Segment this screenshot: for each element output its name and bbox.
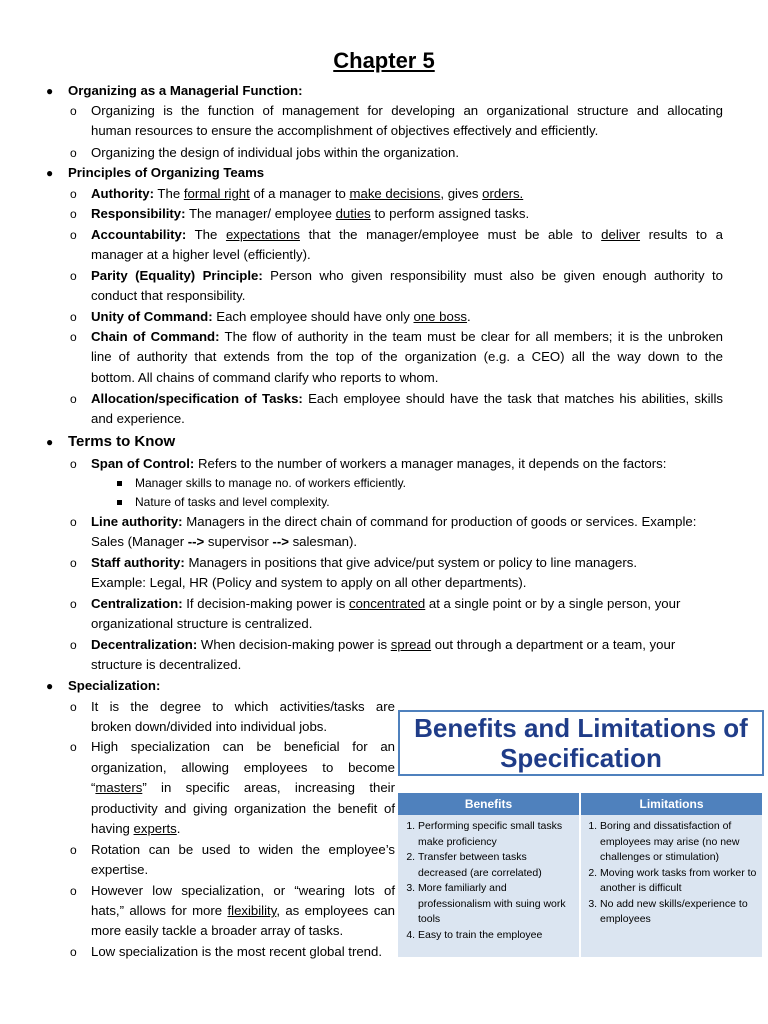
spec-b-line3: “masters” in specific areas, increasing their xyxy=(91,780,395,795)
spec-d-line2: hats,” allows for more flexibility, as employees can xyxy=(91,903,396,918)
principle-parity-line1: Parity (Equality) Principle: Person who given responsibility must also be given enough authority to xyxy=(91,268,723,283)
spec-c-line1: Rotation can be used to widen the employee’s xyxy=(91,842,395,857)
org-item-1-line1: Organizing is the function of management for developing an organizational structure and allocating xyxy=(91,103,723,118)
term-staff-authority-line1: Staff authority: Managers in positions that give advice/put system or policy to line managers. xyxy=(91,555,638,570)
circle-bullet: o xyxy=(70,269,77,283)
term-centralization-line1: Centralization: If decision-making power is concentrated at a single point or by a single person, your xyxy=(91,596,681,611)
bullet-dot: ● xyxy=(46,166,54,180)
circle-bullet: o xyxy=(70,700,77,714)
benefit-item: 4. Easy to train the employee xyxy=(418,928,578,944)
spec-e: Low specialization is the most recent global trend. xyxy=(91,944,383,959)
term-line-authority-line2: Sales (Manager --> supervisor --> salesman). xyxy=(91,534,358,549)
circle-bullet: o xyxy=(70,330,77,344)
circle-bullet: o xyxy=(70,740,77,754)
benefits-header: Benefits xyxy=(398,793,579,815)
table-divider xyxy=(579,793,581,957)
benefit-item: 2. Transfer between tasks decreased (are correlated) xyxy=(418,850,578,881)
circle-bullet: o xyxy=(70,597,77,611)
spec-b-line1: High specialization can be beneficial for an xyxy=(91,739,395,754)
circle-bullet: o xyxy=(70,556,77,570)
circle-bullet: o xyxy=(70,457,77,471)
term-line-authority-line1: Line authority: Managers in the direct chain of command for production of goods or services. Example: xyxy=(91,514,697,529)
principle-responsibility: Responsibility: The manager/ employee duties to perform assigned tasks. xyxy=(91,206,530,221)
principle-accountability-line2: manager at a higher level (efficiently). xyxy=(91,247,311,262)
bullet-dot: ● xyxy=(46,679,54,693)
benefits-list xyxy=(402,819,578,943)
bullet-dot: ● xyxy=(46,84,54,98)
circle-bullet: o xyxy=(70,207,77,221)
spec-b-line2: organization, allowing employees to become xyxy=(91,760,395,775)
org-item-2: Organizing the design of individual jobs within the organization. xyxy=(91,145,460,160)
circle-bullet: o xyxy=(70,310,77,324)
principle-allocation-line1: Allocation/specification of Tasks: Each employee should have the task that matches his abilities, skills xyxy=(91,391,723,406)
heading-specialization: Specialization: xyxy=(68,678,161,693)
principle-parity-line2: conduct that responsibility. xyxy=(91,288,246,303)
term-span: Span of Control: Refers to the number of workers a manager manages, it depends on the factors: xyxy=(91,456,667,471)
principle-authority: Authority: The formal right of a manager to make decisions, gives orders. xyxy=(91,186,524,201)
limitation-item: 1. Boring and dissatisfaction of employees may arise (no new challenges or stimulation) xyxy=(600,819,758,866)
circle-bullet: o xyxy=(70,392,77,406)
square-bullet xyxy=(117,481,122,486)
benefit-item: 3. More familiarly and professionalism with suing work tools xyxy=(418,881,578,928)
figure-title-box xyxy=(398,710,764,776)
spec-b-line5: having experts. xyxy=(91,821,181,836)
circle-bullet: o xyxy=(70,228,77,242)
circle-bullet: o xyxy=(70,884,77,898)
heading-terms: Terms to Know xyxy=(68,433,176,450)
span-factor-1: Manager skills to manage no. of workers efficiently. xyxy=(135,476,407,490)
spec-d-line3: more easily tackle a broader array of tasks. xyxy=(91,923,344,938)
term-decentralization-line2: structure is decentralized. xyxy=(91,657,242,672)
square-bullet xyxy=(117,500,122,505)
spec-c-line2: expertise. xyxy=(91,862,149,877)
circle-bullet: o xyxy=(70,945,77,959)
limitations-list xyxy=(584,819,758,928)
term-decentralization-line1: Decentralization: When decision-making power is spread out through a department or a team, your xyxy=(91,637,676,652)
principle-unity: Unity of Command: Each employee should have only one boss. xyxy=(91,309,471,324)
circle-bullet: o xyxy=(70,187,77,201)
heading-principles: Principles of Organizing Teams xyxy=(68,165,265,180)
circle-bullet: o xyxy=(70,515,77,529)
circle-bullet: o xyxy=(70,104,77,118)
principle-chain-line2: line of authority that extends from the top of the organization (e.g. a CEO) all the way down to the xyxy=(91,349,723,364)
term-centralization-line2: organizational structure is centralized. xyxy=(91,616,313,631)
circle-bullet: o xyxy=(70,146,77,160)
principle-allocation-line2: and experience. xyxy=(91,411,185,426)
figure-title-line2: Specification xyxy=(500,743,662,773)
limitation-item: 3. No add new skills/experience to employees xyxy=(600,897,758,928)
heading-organizing: Organizing as a Managerial Function: xyxy=(68,83,303,98)
limitation-item: 2. Moving work tasks from worker to another is difficult xyxy=(600,866,758,897)
circle-bullet: o xyxy=(70,843,77,857)
figure-title-line1: Benefits and Limitations of xyxy=(414,713,748,743)
spec-d-line1: However low specialization, or “wearing lots of xyxy=(91,883,395,898)
principle-chain-line3: bottom. All chains of command clarify who reports to whom. xyxy=(91,370,439,385)
bullet-dot: ● xyxy=(46,435,54,449)
spec-b-line4: productivity and giving organization the benefit of xyxy=(91,801,395,816)
principle-accountability-line1: Accountability: The expectations that the manager/employee must be able to deliver results to a xyxy=(91,227,723,242)
org-item-1-line2: human resources to ensure the accomplishment of objectives effectively and efficiently. xyxy=(91,123,599,138)
chapter-title: Chapter 5 xyxy=(333,48,435,73)
term-staff-authority-line2: Example: Legal, HR (Policy and system to apply on all other departments). xyxy=(91,575,527,590)
spec-a-line2: broken down/divided into individual jobs. xyxy=(91,719,328,734)
principle-chain-line1: Chain of Command: The flow of authority in the team must be clear for all members; it is the unbroken xyxy=(91,329,723,344)
spec-a-line1: It is the degree to which activities/tasks are xyxy=(91,699,395,714)
circle-bullet: o xyxy=(70,638,77,652)
limitations-header: Limitations xyxy=(581,793,762,815)
benefit-item: 1. Performing specific small tasks make proficiency xyxy=(418,819,578,850)
span-factor-2: Nature of tasks and level complexity. xyxy=(135,495,330,509)
